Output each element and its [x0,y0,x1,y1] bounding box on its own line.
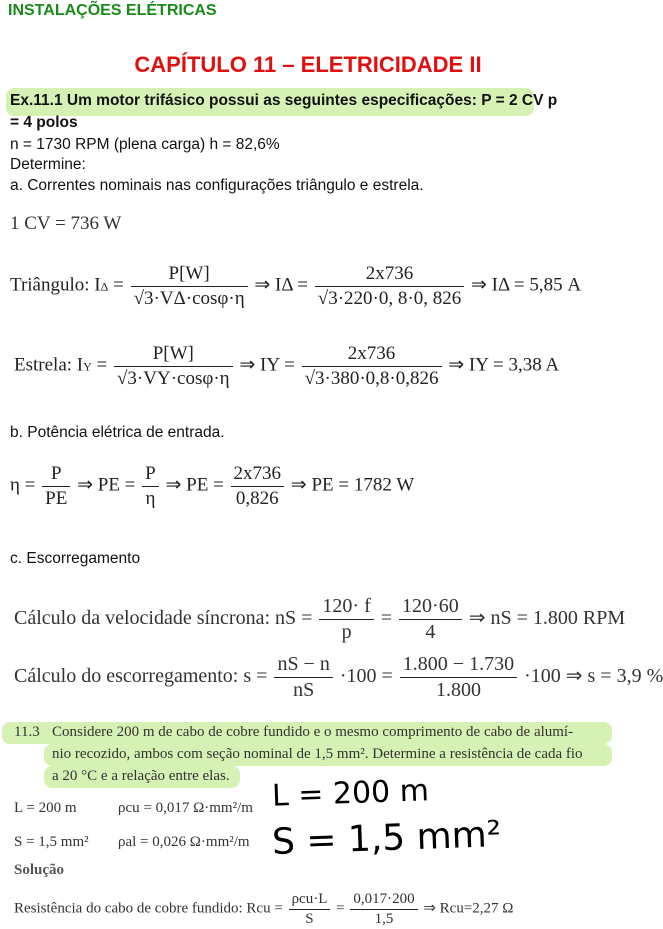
pot-eta: η = [10,474,36,496]
sinc-frac-2-num: 120·60 [399,594,462,620]
tri-frac-1 [131,262,248,311]
header-title: INSTALAÇÕES ELÉTRICAS [8,2,217,19]
tri-frac-2 [315,262,464,311]
res-frac-1 [289,890,331,929]
pot-frac-1-num: P [42,462,70,487]
data-length: L = 200 m [14,800,77,816]
tri-frac-1-num: P[W] [131,262,248,287]
handwritten-length: L = 200 m [271,773,430,814]
res-frac-1-num: ρcu·L [289,890,331,910]
formula-triangulo: Triângulo: IΔ = $\frac{P[W]}{√3\cdot V\Delta\cdot\cos\varphi\cdot\eta}$ ⇒ IΔ = $\frac{2x736}{√3\cdot 220\cdot 0, 8\cdot 0, 826}$ ⇒ IΔ = 5,85 A [10,263,582,309]
tri-frac-2-den: √3·220·0, 8·0, 826 [317,287,462,309]
res-label: Resistência do cabo de cobre fundido: Rcu = [14,900,283,917]
data-rho-cu: ρcu = 0,017 Ω·mm²/m [118,800,253,816]
data-section: S = 1,5 mm² [14,834,89,850]
pot-m2: ⇒ PE = [165,474,224,496]
esc-result: ⇒ s = 3,9 % [565,665,663,688]
exercise-heading [10,92,557,110]
formula-sincrona [14,594,625,645]
esc-frac-2-num: 1.800 − 1.730 [400,652,517,678]
esc-frac-1-den: nS [293,679,315,701]
tri-result: ⇒ IΔ = 5,85 A [470,274,582,296]
res-frac-2-den: 1,5 [374,910,394,927]
item-c: c. Escorregamento [10,550,141,567]
res-frac-2 [350,890,417,929]
res-frac-1-den: S [305,910,314,927]
sinc-label: Cálculo da velocidade síncrona: nS = [14,607,313,630]
tri-label: Triângulo: I [10,274,101,296]
esc-frac-2 [400,652,517,703]
sinc-frac-1 [319,594,373,645]
esc-m1: ·100 = [339,665,393,688]
res-result: ⇒ Rcu=2,27 Ω [423,900,514,917]
est-frac-1-num: P[W] [114,342,233,367]
pot-frac-3 [231,462,285,511]
esc-frac-2-den: 1.800 [435,679,481,701]
sinc-frac-1-den: p [341,621,352,643]
ex2-line-2: nio recozido, ambos com seção nominal de 1,5 mm². Determine a resistência de cada fio [52,746,583,762]
formula-resistencia [14,890,513,929]
pot-result: ⇒ PE = 1782 W [290,474,415,496]
pot-frac-2-den: η [145,487,156,509]
cv-conversion: 1 CV = 736 W [10,213,122,234]
data-rho-al: ρal = 0,026 Ω·mm²/m [118,834,250,850]
est-mid: ⇒ IY = [239,354,295,376]
ex2-line-3: a 20 °C e a relação entre elas. [52,768,230,784]
sinc-frac-2 [399,594,462,645]
pot-frac-3-num: 2x736 [231,462,285,487]
handwritten-section: S = 1,5 mm² [271,814,502,863]
formula-escorregamento [14,652,663,703]
pot-frac-1-den: PE [45,487,68,509]
tri-sub: Δ [100,279,109,294]
exercise-line-2: = 4 polos [10,114,78,131]
esc-frac-1-num: nS − n [274,652,332,678]
est-frac-2-den: √3·380·0,8·0,826 [304,367,439,389]
est-frac-2 [302,342,442,391]
est-result: ⇒ IY = 3,38 A [448,354,560,376]
formula-potencia [10,462,414,511]
esc-m2: ·100 [524,665,561,688]
pot-frac-2 [142,462,159,511]
tri-frac-2-num: 2x736 [315,262,464,287]
ex2-line-1: Considere 200 m de cabo de cobre fundido e o mesmo comprimento de cabo de alumí- [52,724,574,740]
sinc-eq: = [380,607,393,630]
sinc-result: ⇒ nS = 1.800 RPM [468,607,626,630]
est-frac-1-den: √3·VY·cosφ·η [117,367,230,389]
pot-frac-2-num: P [142,462,159,487]
formula-estrela: Estrela: IY = $\frac{P[W]}{√3\cdot VY\cdot\cos\varphi\cdot\eta}$ ⇒ IY = $\frac{2x736}{√3\cdot 380\cdot 0,8\cdot 0,826}$ ⇒ IY = 3,38 A [14,343,560,389]
exercise-heading-bold: Ex.11.1 Um motor trifásico possui as seguintes especificações: [10,92,477,109]
solucao-label: Solução [14,862,65,878]
pot-frac-1 [42,462,70,511]
res-eq: = [336,900,345,917]
pot-m1: ⇒ PE = [77,474,136,496]
ex2-number: 11.3 [14,724,40,740]
pot-frac-3-den: 0,826 [235,487,279,509]
tri-frac-1-den: √3·VΔ·cosφ·η [133,287,245,309]
item-b: b. Potência elétrica de entrada. [10,424,225,441]
tri-mid: ⇒ IΔ = [254,274,309,296]
chapter-title: CAPÍTULO 11 – ELETRICIDADE II [134,52,482,77]
esc-label: Cálculo do escorregamento: s = [14,665,268,688]
sinc-frac-1-num: 120· f [319,594,373,620]
est-label: Estrela: I [14,354,84,376]
est-sub: Y [83,359,92,374]
res-frac-2-num: 0,017·200 [350,890,417,910]
exercise-line-4: Determine: [10,156,86,173]
exercise-heading-tail: P = 2 CV p [476,92,558,109]
est-frac-2-num: 2x736 [302,342,442,367]
item-a: a. Correntes nominais nas configurações triângulo e estrela. [10,177,424,194]
exercise-line-3: n = 1730 RPM (plena carga) h = 82,6% [10,136,280,153]
est-frac-1 [114,342,233,391]
sinc-frac-2-den: 4 [425,621,436,643]
esc-frac-1 [274,652,332,703]
